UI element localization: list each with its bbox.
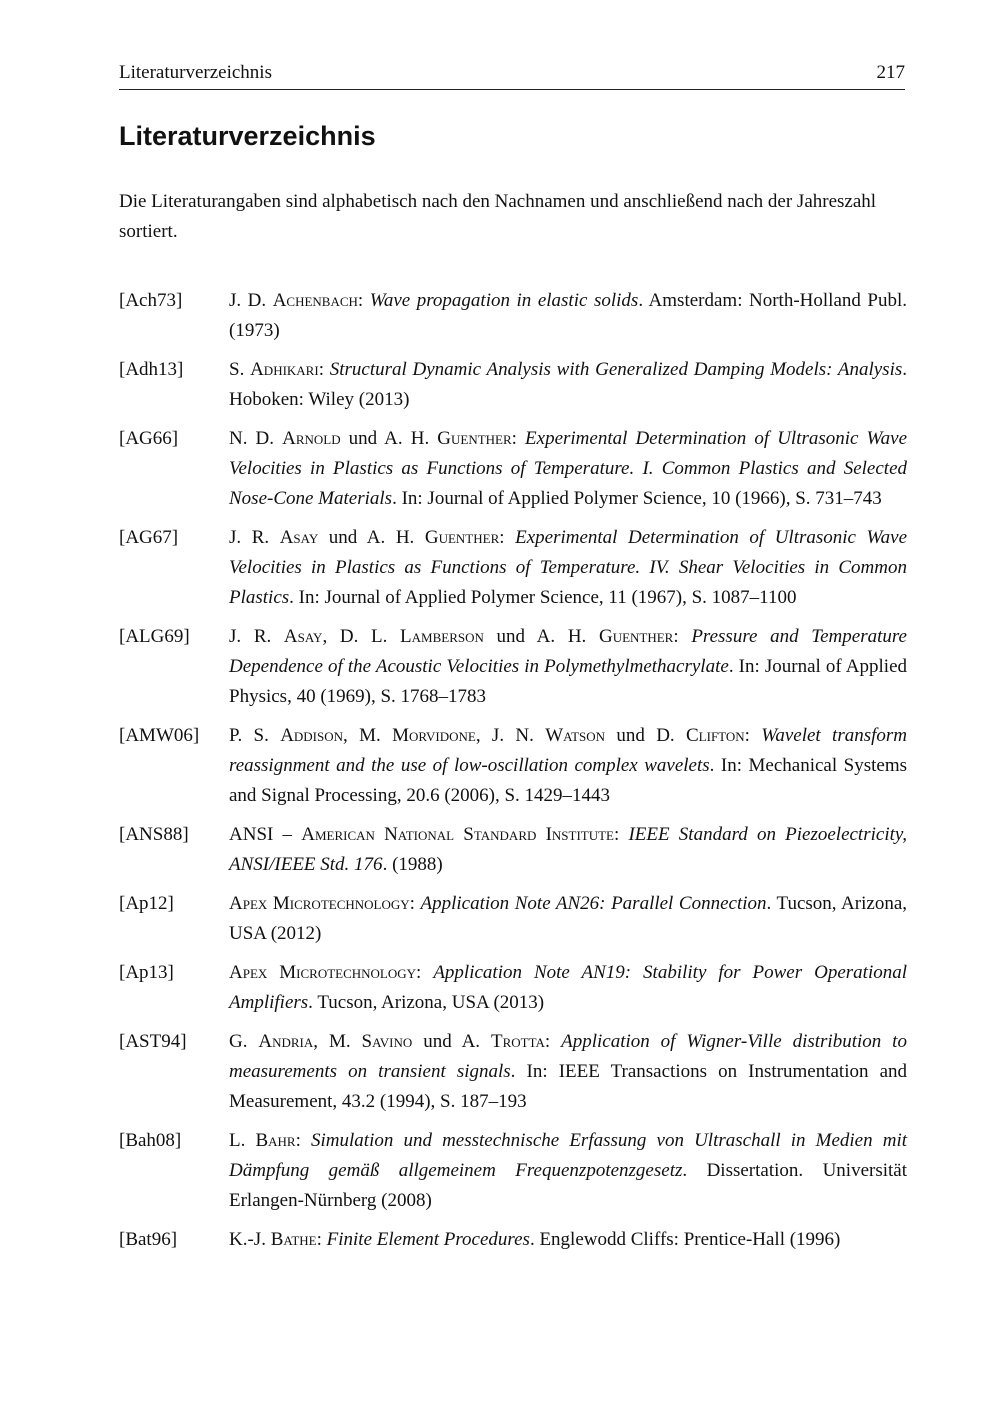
reference-segment: :	[673, 626, 692, 647]
reference-text	[229, 424, 907, 514]
reference-segment: . In: Mechanical Systems and Signal Processing, 20.6 (2006), S. 1429–1443	[229, 755, 907, 806]
reference-segment: . In: Journal of Applied Polymer Science, 11 (1967), S. 1087–1100	[289, 587, 797, 608]
author-surname: American National Standard Institute	[301, 824, 614, 845]
running-header	[119, 60, 905, 90]
reference-key: [ANS88]	[119, 824, 189, 845]
reference-entry	[119, 1027, 907, 1117]
reference-segment: :	[316, 1229, 327, 1250]
reference-title: Finite Element Procedures	[326, 1229, 530, 1250]
reference-segment: P. S.	[229, 725, 281, 746]
author-surname: Guenther	[598, 626, 674, 647]
reference-entry	[119, 286, 907, 346]
reference-segment: :	[295, 1130, 312, 1151]
reference-entry	[119, 1225, 907, 1255]
author-surname: Bahr	[255, 1130, 296, 1151]
reference-segment: . Tucson, Arizona, USA (2012)	[229, 893, 907, 944]
reference-segment: . Tucson, Arizona, USA (2013)	[308, 992, 545, 1013]
reference-segment: . Dissertation. Universität Erlangen-Nürnberg (2008)	[229, 1160, 907, 1211]
reference-segment: :	[499, 527, 516, 548]
reference-entry	[119, 355, 907, 415]
reference-segment: . (1988)	[382, 854, 443, 875]
page-number: 217	[876, 62, 905, 83]
reference-title: Simulation und messtechnische Erfassung von Ultraschall in Medien mit Dämpfung gemäß allgemeinem Frequenzpotenzgesetz	[229, 1130, 908, 1181]
reference-segment: :	[511, 428, 526, 449]
author-surname: Guenther	[424, 527, 500, 548]
reference-text	[229, 1027, 907, 1117]
reference-key: [AG67]	[119, 527, 179, 548]
author-surname: Asay	[279, 527, 319, 548]
reference-segment: J. R.	[229, 626, 284, 647]
reference-segment: S.	[229, 359, 251, 380]
reference-entry	[119, 523, 907, 613]
author-surname: Savino	[361, 1031, 413, 1052]
author-surname: Adhikari	[250, 359, 319, 380]
reference-segment: G.	[229, 1031, 259, 1052]
reference-entry	[119, 1126, 907, 1216]
reference-key: [Ap12]	[119, 893, 174, 914]
reference-entry	[119, 622, 907, 712]
reference-entry	[119, 958, 907, 1018]
reference-text	[229, 1126, 907, 1216]
reference-text	[229, 820, 907, 880]
reference-title: Application Note AN19: Stability for Power Operational Amplifiers	[229, 962, 907, 1013]
reference-entry	[119, 820, 907, 880]
reference-text	[229, 622, 907, 712]
reference-segment: ANSI –	[229, 824, 302, 845]
reference-segment: und A. H.	[340, 428, 438, 449]
reference-key: [ALG69]	[119, 626, 190, 647]
reference-segment: , D. L.	[322, 626, 401, 647]
reference-text	[229, 355, 907, 415]
reference-segment: und D.	[605, 725, 686, 746]
reference-segment: :	[357, 290, 370, 311]
running-title: Literaturverzeichnis	[119, 62, 272, 83]
author-surname: Lamberson	[400, 626, 484, 647]
author-surname: Trotta	[490, 1031, 545, 1052]
reference-segment: . In: Journal of Applied Physics, 40 (1969), S. 1768–1783	[229, 656, 907, 707]
reference-text	[229, 958, 907, 1018]
reference-segment: K.-J.	[229, 1229, 271, 1250]
reference-entry	[119, 424, 907, 514]
reference-key: [Ach73]	[119, 290, 183, 311]
reference-title: Experimental Determination of Ultrasonic Wave Velocities in Plastics as Functions of Temperature. I. Common Plastics and Selected Nose-Cone Materials	[229, 428, 907, 509]
reference-key: [AMW06]	[119, 725, 200, 746]
reference-segment: , M.	[343, 725, 393, 746]
reference-key: [Bah08]	[119, 1130, 182, 1151]
reference-title: Application of Wigner-Ville distribution to measurements on transient signals	[229, 1031, 907, 1082]
reference-segment: und A.	[412, 1031, 491, 1052]
reference-segment: :	[409, 893, 421, 914]
reference-text	[229, 889, 907, 949]
reference-segment: :	[318, 359, 330, 380]
author-surname: Apex Microtechnology	[229, 893, 410, 914]
reference-title: Wave propagation in elastic solids	[369, 290, 639, 311]
reference-list	[119, 286, 907, 1264]
reference-segment: :	[614, 824, 629, 845]
chapter-title: Literaturverzeichnis	[119, 121, 376, 151]
reference-title: Experimental Determination of Ultrasonic Wave Velocities in Plastics as Functions of Temperature. IV. Shear Velocities in Common Plastics	[229, 527, 907, 608]
reference-text	[229, 1225, 907, 1255]
reference-text	[229, 721, 907, 811]
reference-segment: L.	[229, 1130, 256, 1151]
reference-title: Structural Dynamic Analysis with Generalized Damping Models: Analysis	[329, 359, 903, 380]
author-surname: Clifton	[686, 725, 745, 746]
reference-segment: . In: IEEE Transactions on Instrumentation and Measurement, 43.2 (1994), S. 187–193	[229, 1061, 908, 1112]
author-surname: Asay	[283, 626, 323, 647]
author-surname: Andria	[258, 1031, 314, 1052]
author-surname: Morvidone	[392, 725, 476, 746]
reference-key: [AG66]	[119, 428, 179, 449]
reference-text	[229, 523, 907, 613]
reference-key: [AST94]	[119, 1031, 187, 1052]
reference-segment: . Englewodd Cliffs: Prentice-Hall (1996)	[529, 1229, 841, 1250]
reference-segment: N. D.	[229, 428, 283, 449]
reference-segment: J. D.	[229, 290, 273, 311]
reference-key: [Bat96]	[119, 1229, 178, 1250]
reference-segment: und A. H.	[318, 527, 425, 548]
reference-segment: und A. H.	[483, 626, 599, 647]
reference-entry	[119, 721, 907, 811]
reference-title: Application Note AN26: Parallel Connection	[420, 893, 767, 914]
reference-key: [Adh13]	[119, 359, 184, 380]
reference-key: [Ap13]	[119, 962, 174, 983]
reference-segment: , J. N.	[475, 725, 546, 746]
reference-segment: :	[544, 1031, 562, 1052]
author-surname: Apex Microtechnology	[229, 962, 417, 983]
author-surname: Addison	[280, 725, 344, 746]
reference-segment: . Amsterdam: North-Holland Publ. (1973)	[229, 290, 908, 341]
reference-segment: :	[416, 962, 434, 983]
author-surname: Bathe	[270, 1229, 317, 1250]
reference-segment: . Hoboken: Wiley (2013)	[229, 359, 908, 410]
reference-text	[229, 286, 907, 346]
reference-segment: J. R.	[229, 527, 280, 548]
reference-title: Wavelet transform reassignment and the use of low-oscillation complex wavelets	[229, 725, 907, 776]
author-surname: Watson	[545, 725, 606, 746]
reference-segment: . In: Journal of Applied Polymer Science, 10 (1966), S. 731–743	[392, 488, 882, 509]
reference-title: IEEE Standard on Piezoelectricity, ANSI/IEEE Std. 176	[229, 824, 908, 875]
author-surname: Guenther	[437, 428, 512, 449]
reference-entry	[119, 889, 907, 949]
reference-segment: , M.	[313, 1031, 362, 1052]
reference-segment: :	[744, 725, 762, 746]
reference-title: Pressure and Temperature Dependence of the Acoustic Velocities in Polymethylmethacrylate	[229, 626, 907, 677]
intro-paragraph: Die Literaturangaben sind alphabetisch nach den Nachnamen und anschließend nach der Jahreszahl sortiert.	[119, 191, 877, 242]
author-surname: Arnold	[282, 428, 341, 449]
author-surname: Achenbach	[272, 290, 358, 311]
